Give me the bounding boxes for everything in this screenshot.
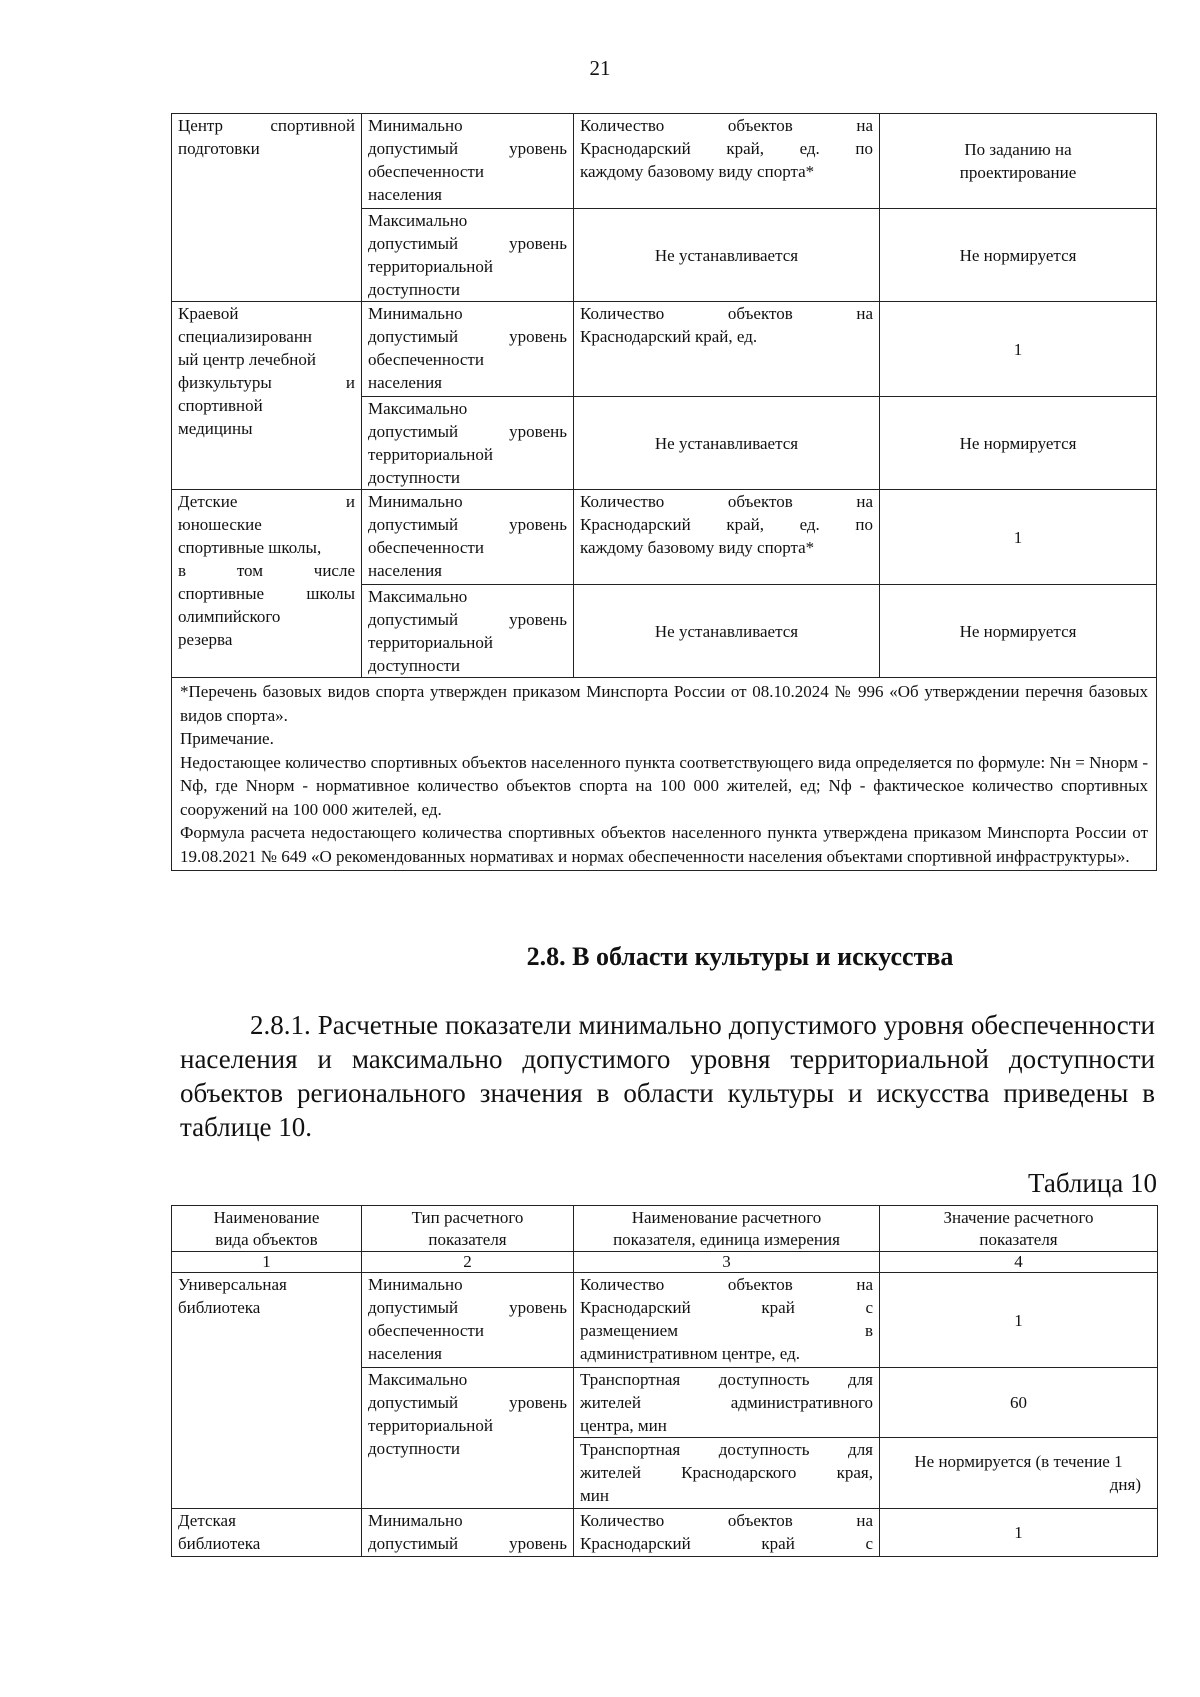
indicator-value-cell: Не нормируется [880,209,1157,302]
indicator-value-cell: Не нормируется [880,397,1157,490]
indicator-name-cell: Транспортная доступность для жителей Краснодарского края, мин [574,1438,880,1509]
note-text: Формула расчета недостающего количества спортивных объектов населенного пункта утверждена приказом Минспорта России от 19.08.2021 № 649 «О рекомендованных нормативах и нормах обеспеченности населения объектами спортивной инфраструктуры». [180,823,1148,866]
column-header: Наименование расчетного показателя, единица измерения [574,1206,880,1252]
indicator-name-cell: Количество объектов на Краснодарский край с [574,1509,880,1557]
column-number: 3 [574,1252,880,1273]
indicator-value-cell: 1 [880,302,1157,397]
indicator-type-cell: Минимально допустимый уровень [362,1509,574,1557]
object-name-cell: Детские и юношеские спортивные школы, в том числе спортивные школы олимпийского резерва [172,490,362,678]
page-number: 21 [589,56,611,80]
object-name-cell: Краевой специализированн ый центр лечебной физкультуры и спортивной медицины [172,302,362,490]
table-notes [172,678,1157,871]
object-name-cell: Универсальная библиотека [172,1273,362,1509]
indicator-name-cell: Количество объектов на Краснодарский край, ед. по каждому базовому виду спорта* [574,114,880,209]
section-title: 2.8. В области культуры и искусства [526,942,954,971]
indicator-name-cell: Количество объектов на Краснодарский край с размещением в административном центре, ед. [574,1273,880,1368]
indicator-name-cell: Количество объектов на Краснодарский край, ед. по каждому базовому виду спорта* [574,490,880,585]
indicator-name-cell: Не устанавливается [574,209,880,302]
column-number: 1 [172,1252,362,1273]
table-caption: Таблица 10 [1028,1168,1157,1198]
indicator-name-cell: Не устанавливается [574,397,880,490]
indicator-type-cell: Минимально допустимый уровень обеспеченности населения [362,490,574,585]
footnote: *Перечень базовых видов спорта утвержден приказом Минспорта России от 08.10.2024 № 996 «Об утверждении перечня базовых видов спорта». [180,682,1148,725]
indicator-value-cell: 60 [880,1368,1158,1438]
indicator-type-cell: Максимально допустимый уровень территориальной доступности [362,397,574,490]
sports-table [171,113,1157,871]
object-name-cell: Центр спортивной подготовки [172,114,362,302]
note-text: Недостающее количество спортивных объектов населенного пункта соответствующего вида определяется по формуле: Nн = Nнорм - Nф, где Nнорм - нормативное количество объектов спорта на 100 000 жителей, ед; Nф - фактическое количество спортивных сооружений на 100 000 жителей, ед. [180,752,1148,819]
indicator-name-cell: Количество объектов на Краснодарский край, ед. [574,302,880,397]
indicator-value-cell: Не нормируется [880,585,1157,678]
indicator-type-cell: Максимально допустимый уровень территориальной доступности [362,1368,574,1509]
indicator-type-cell: Минимально допустимый уровень обеспеченности населения [362,302,574,397]
indicator-type-cell: Максимально допустимый уровень территориальной доступности [362,585,574,678]
section-paragraph: 2.8.1. Расчетные показатели минимально допустимого уровня обеспеченности населения и максимально допустимого уровня территориальной доступности объектов регионального значения в области культуры и искусства приведены в таблице 10. [180,1010,1155,1142]
note-heading: Примечание. [180,729,274,748]
indicator-value-cell: 1 [880,1509,1158,1557]
indicator-type-cell: Максимально допустимый уровень территориальной доступности [362,209,574,302]
column-number: 2 [362,1252,574,1273]
column-header: Наименование вида объектов [172,1206,362,1252]
column-header: Тип расчетного показателя [362,1206,574,1252]
indicator-name-cell: Не устанавливается [574,585,880,678]
indicator-value-cell: Не нормируется (в течение 1 дня) [880,1438,1158,1509]
column-number: 4 [880,1252,1158,1273]
indicator-type-cell: Минимально допустимый уровень обеспеченности населения [362,114,574,209]
culture-table [171,1205,1158,1557]
column-header: Значение расчетного показателя [880,1206,1158,1252]
indicator-value-cell: 1 [880,1273,1158,1368]
indicator-value-cell: По заданию на проектирование [880,114,1157,209]
indicator-value-cell: 1 [880,490,1157,585]
object-name-cell: Детская библиотека [172,1509,362,1557]
indicator-type-cell: Минимально допустимый уровень обеспеченности населения [362,1273,574,1368]
indicator-name-cell: Транспортная доступность для жителей административного центра, мин [574,1368,880,1438]
